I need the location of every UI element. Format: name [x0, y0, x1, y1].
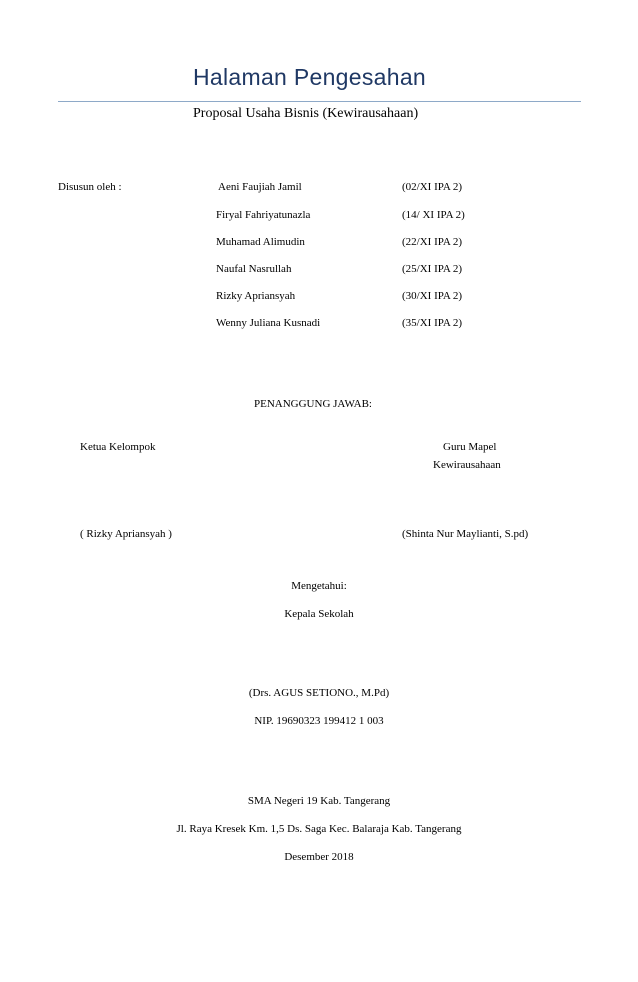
- member-class: (02/XI IPA 2): [402, 181, 463, 193]
- approval-heading: Mengetahui:: [291, 580, 347, 592]
- teacher-role-line2: Kewirausahaan: [433, 459, 501, 471]
- principal-nip: NIP. 19690323 199412 1 003: [254, 715, 384, 727]
- group-leader-role: Ketua Kelompok: [80, 441, 156, 453]
- page-subtitle: Proposal Usaha Bisnis (Kewirausahaan): [193, 106, 419, 121]
- school-address: Jl. Raya Kresek Km. 1,5 Ds. Saga Kec. Balaraja Kab. Tangerang: [176, 823, 462, 835]
- member-class: (35/XI IPA 2): [402, 317, 463, 329]
- member-class: (14/ XI IPA 2): [402, 209, 465, 221]
- member-class: (22/XI IPA 2): [402, 236, 463, 248]
- member-class: (25/XI IPA 2): [402, 263, 463, 275]
- page-title: Halaman Pengesahan: [193, 64, 427, 90]
- teacher-role-line1: Guru Mapel: [443, 441, 497, 453]
- member-name: Naufal Nasrullah: [216, 263, 292, 275]
- responsible-heading: PENANGGUNG JAWAB:: [254, 398, 372, 410]
- group-leader-name: ( Rizky Apriansyah ): [80, 528, 172, 540]
- member-name: Firyal Fahriyatunazla: [216, 209, 311, 221]
- member-name: Muhamad Alimudin: [216, 236, 305, 248]
- principal-name: (Drs. AGUS SETIONO., M.Pd): [248, 687, 390, 699]
- member-name: Wenny Juliana Kusnadi: [216, 317, 321, 329]
- teacher-name: (Shinta Nur Maylianti, S.pd): [402, 528, 529, 540]
- member-class: (30/XI IPA 2): [402, 290, 463, 302]
- document-date: Desember 2018: [284, 851, 354, 863]
- member-name: Rizky Apriansyah: [216, 290, 296, 302]
- member-name: Aeni Faujiah Jamil: [218, 181, 302, 193]
- school-name: SMA Negeri 19 Kab. Tangerang: [247, 795, 391, 807]
- title-divider: [58, 101, 581, 102]
- principal-role: Kepala Sekolah: [284, 608, 354, 620]
- authors-label: Disusun oleh :: [58, 181, 122, 193]
